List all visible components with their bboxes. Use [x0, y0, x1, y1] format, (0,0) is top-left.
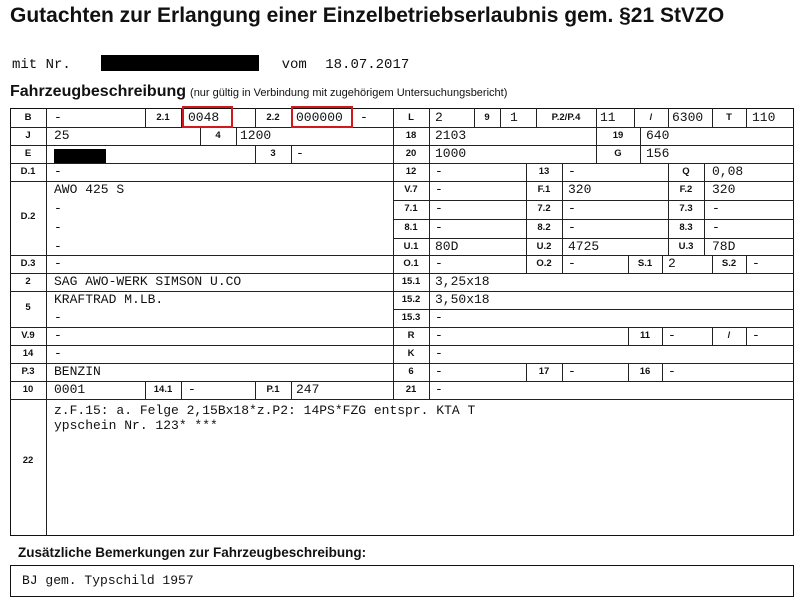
label-U3: U.3	[678, 241, 694, 252]
label-14-1: 14.1	[153, 384, 173, 395]
label-8-3: 8.3	[679, 222, 693, 233]
label-O2: O.2	[536, 258, 552, 269]
label-J: J	[25, 130, 31, 141]
value-2-2-dash: -	[360, 110, 368, 125]
label-P3: P.3	[21, 366, 35, 377]
value-7-3: -	[712, 201, 720, 216]
label-15-3: 15.3	[401, 312, 421, 323]
value-L: 2	[435, 110, 443, 125]
label-15-1: 15.1	[401, 276, 421, 287]
label-5: 5	[25, 302, 31, 313]
label-P1: P.1	[266, 384, 280, 395]
value-D2-line3: -	[54, 220, 62, 235]
value-S1: 2	[668, 256, 676, 271]
label-O1: O.1	[403, 258, 419, 269]
label-T: T	[726, 112, 732, 123]
value-R: -	[435, 328, 443, 343]
value-7-2: -	[568, 201, 576, 216]
label-L: L	[408, 112, 414, 123]
value-B: -	[54, 110, 62, 125]
label-K: K	[407, 348, 415, 359]
label-D2: D.2	[20, 211, 36, 222]
value-7-1: -	[435, 201, 443, 216]
label-R: R	[407, 330, 415, 341]
value-G: 156	[646, 146, 670, 161]
label-17: 17	[538, 366, 550, 377]
grid-v-line	[562, 163, 563, 273]
value-18: 2103	[435, 128, 467, 143]
grid-v-line	[662, 363, 663, 381]
document-date: 18.07.2017	[325, 57, 410, 73]
value-2-manufacturer: SAG AWO-WERK SIMSON U.CO	[54, 274, 242, 289]
grid-h-line	[10, 363, 794, 364]
remarks-title: Zusätzliche Bemerkungen zur Fahrzeugbeschreibung:	[18, 545, 367, 560]
label-2: 2	[25, 276, 31, 287]
label-16: 16	[639, 366, 651, 377]
label-10: 10	[22, 384, 34, 395]
label-14: 14	[22, 348, 34, 359]
grid-v-line	[662, 327, 663, 345]
redacted-E	[54, 149, 106, 163]
value-P1: 247	[296, 382, 320, 397]
value-O1: -	[435, 256, 443, 271]
grid-v-line	[526, 163, 527, 273]
label-S1: S.1	[637, 258, 653, 269]
value-6: -	[435, 364, 443, 379]
value-22-line1: z.F.15: a. Felge 2,15Bx18*z.P2: 14PS*FZG entspr. KTA T	[54, 403, 476, 418]
redacted-number	[101, 55, 259, 71]
value-O2: -	[568, 256, 576, 271]
grid-h-line	[10, 345, 794, 346]
value-15-1: 3,25x18	[435, 274, 490, 289]
value-8-3: -	[712, 220, 720, 235]
mit-nr-line	[12, 55, 409, 73]
grid-v-line	[746, 255, 747, 273]
value-17: -	[568, 364, 576, 379]
value-V7: -	[435, 182, 443, 197]
value-2-1: 0048	[188, 110, 220, 125]
value-14: -	[54, 346, 62, 361]
value-U2: 4725	[568, 239, 600, 254]
label-slash-1: /	[649, 112, 653, 123]
section-title	[10, 83, 507, 101]
value-14-1: -	[188, 382, 196, 397]
value-D2-line2: -	[54, 201, 62, 216]
value-4: 1200	[240, 128, 272, 143]
grid-v-line	[640, 145, 641, 163]
value-slash-2: -	[752, 328, 760, 343]
label-3: 3	[270, 148, 276, 159]
value-T: 110	[752, 110, 776, 125]
value-10: 0001	[54, 382, 86, 397]
grid-v-line	[500, 108, 501, 127]
label-18: 18	[405, 130, 417, 141]
grid-v-line	[46, 108, 47, 536]
value-15-3: -	[435, 310, 443, 325]
value-D3: -	[54, 256, 62, 271]
value-13: -	[568, 164, 576, 179]
label-P2P4: P.2/P.4	[551, 112, 581, 123]
grid-v-line	[291, 381, 292, 399]
value-8-1: -	[435, 220, 443, 235]
label-6: 6	[408, 366, 414, 377]
label-V7: V.7	[404, 184, 418, 195]
grid-v-line	[562, 363, 563, 381]
value-P2P4: 11	[600, 110, 616, 125]
label-12: 12	[405, 166, 417, 177]
value-8-2: -	[568, 220, 576, 235]
value-3: -	[296, 146, 304, 161]
label-13: 13	[538, 166, 550, 177]
label-9: 9	[484, 112, 490, 123]
value-Q: 0,08	[712, 164, 744, 179]
value-9: 1	[510, 110, 518, 125]
label-S2: S.2	[721, 258, 737, 269]
label-slash-2: /	[727, 330, 731, 341]
value-P3: BENZIN	[54, 364, 101, 379]
value-D2-line4: -	[54, 239, 62, 254]
highlight-box-2-1	[182, 106, 233, 128]
label-21: 21	[405, 384, 417, 395]
grid-h-line	[10, 127, 794, 128]
grid-h-line	[393, 200, 794, 201]
label-E: E	[24, 148, 32, 159]
grid-v-line	[746, 327, 747, 345]
label-2-1: 2.1	[156, 112, 170, 123]
label-D3: D.3	[20, 258, 36, 269]
grid-h-line	[10, 381, 794, 382]
value-22-line2: ypschein Nr. 123* ***	[54, 418, 218, 433]
label-15-2: 15.2	[401, 294, 421, 305]
grid-v-line	[181, 381, 182, 399]
grid-v-line	[662, 255, 663, 273]
grid-h-line	[393, 309, 794, 310]
label-8-2: 8.2	[537, 222, 551, 233]
grid-h-line	[393, 219, 794, 220]
label-G: G	[614, 148, 622, 159]
grid-v-line	[429, 108, 430, 399]
value-5-line1: KRAFTRAD M.LB.	[54, 292, 164, 307]
grid-v-line	[596, 108, 597, 127]
label-U1: U.1	[403, 241, 419, 252]
value-15-2: 3,50x18	[435, 292, 490, 307]
value-11: -	[668, 328, 676, 343]
label-19: 19	[612, 130, 624, 141]
label-7-1: 7.1	[404, 203, 418, 214]
grid-h-line	[10, 163, 794, 164]
label-11: 11	[639, 330, 651, 341]
value-2-2: 000000	[296, 110, 343, 125]
label-U2: U.2	[536, 241, 552, 252]
section-heading: Fahrzeugbeschreibung	[10, 83, 187, 100]
value-K: -	[435, 346, 443, 361]
value-12: -	[435, 164, 443, 179]
value-S2: -	[752, 256, 760, 271]
value-U3: 78D	[712, 239, 736, 254]
grid-v-line	[236, 127, 237, 145]
value-D1: -	[54, 164, 62, 179]
section-note: (nur gültig in Verbindung mit zugehörigem Untersuchungsbericht)	[190, 87, 508, 99]
label-V9: V.9	[21, 330, 35, 341]
value-slash-1: 6300	[672, 110, 704, 125]
value-F2: 320	[712, 182, 736, 197]
label-F1: F.1	[537, 184, 551, 195]
grid-v-line	[668, 108, 669, 127]
label-B: B	[24, 112, 32, 123]
grid-h-line	[10, 255, 794, 256]
label-2-2: 2.2	[266, 112, 280, 123]
grid-v-line	[704, 163, 705, 255]
grid-v-line	[640, 127, 641, 145]
label-7-2: 7.2	[537, 203, 551, 214]
label-20: 20	[405, 148, 417, 159]
grid-v-line	[291, 145, 292, 163]
value-V9: -	[54, 328, 62, 343]
grid-h-line	[10, 399, 794, 400]
grid-h-line	[10, 145, 794, 146]
value-19: 640	[646, 128, 670, 143]
vom-label: vom	[281, 57, 307, 73]
mit-nr-label: mit Nr.	[12, 57, 71, 73]
label-Q: Q	[682, 166, 690, 177]
value-21: -	[435, 382, 443, 397]
value-U1: 80D	[435, 239, 459, 254]
remarks-value: BJ gem. Typschild 1957	[22, 573, 194, 588]
value-5-line2: -	[54, 310, 62, 325]
value-20: 1000	[435, 146, 467, 161]
value-F1: 320	[568, 182, 592, 197]
grid-h-line	[10, 181, 794, 182]
grid-h-line	[10, 327, 794, 328]
label-F2: F.2	[679, 184, 693, 195]
value-J: 25	[54, 128, 70, 143]
grid-v-line	[746, 108, 747, 127]
label-D1: D.1	[20, 166, 36, 177]
label-22: 22	[22, 455, 34, 466]
label-8-1: 8.1	[404, 222, 418, 233]
value-16: -	[668, 364, 676, 379]
highlight-box-2-2	[291, 106, 353, 128]
label-4: 4	[215, 130, 221, 141]
value-D2-line1: AWO 425 S	[54, 182, 125, 197]
label-7-3: 7.3	[679, 203, 693, 214]
document-title: Gutachten zur Erlangung einer Einzelbetriebserlaubnis gem. §21 StVZO	[10, 4, 725, 27]
